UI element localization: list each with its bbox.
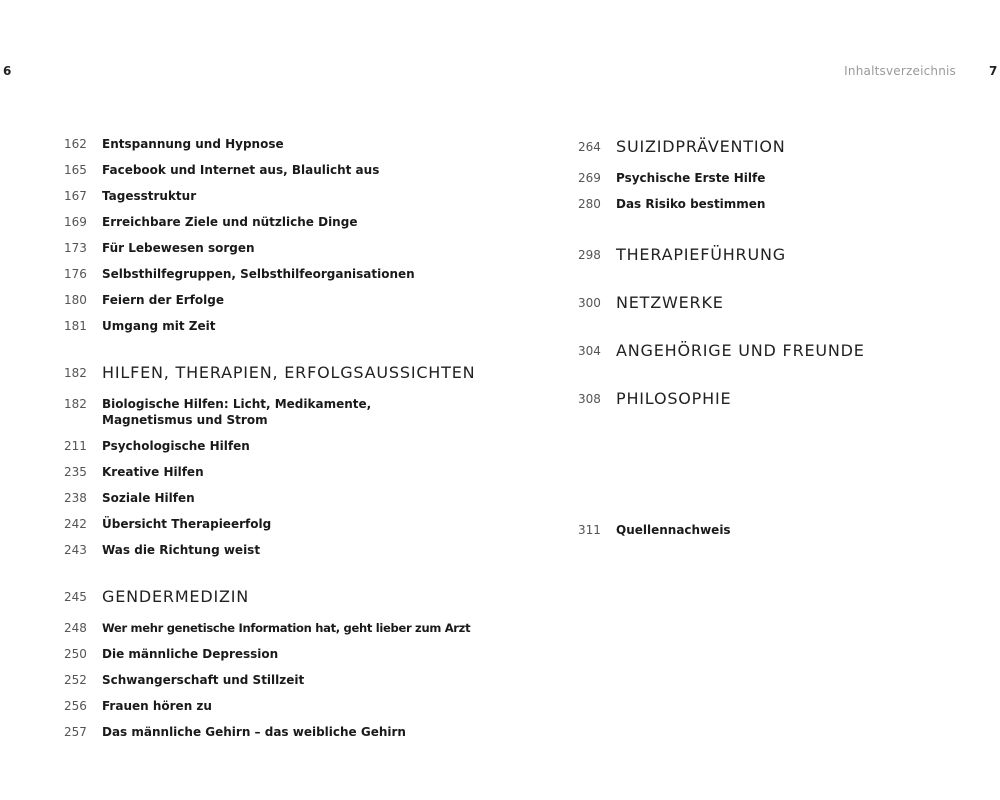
toc-section-title: THERAPIEFÜHRUNG xyxy=(616,245,786,264)
toc-section-title: PHILOSOPHIE xyxy=(616,389,732,408)
toc-entry[interactable] xyxy=(64,620,484,636)
toc-page-number: 269 xyxy=(578,171,601,185)
toc-entry[interactable] xyxy=(64,162,484,178)
toc-right-column xyxy=(578,136,978,548)
toc-page-number: 300 xyxy=(578,296,601,310)
toc-page-number: 242 xyxy=(64,517,87,531)
toc-page-number: 280 xyxy=(578,197,601,211)
toc-entry[interactable] xyxy=(64,266,484,282)
toc-entry-title: Kreative Hilfen xyxy=(102,465,204,479)
left-page-number: 6 xyxy=(3,64,12,78)
toc-entry-title: Tagesstruktur xyxy=(102,189,197,203)
toc-entry-title: Was die Richtung weist xyxy=(102,543,261,557)
toc-page-number: 252 xyxy=(64,673,87,687)
toc-page-number: 304 xyxy=(578,344,601,358)
toc-entry[interactable] xyxy=(64,672,484,688)
toc-left-column xyxy=(64,136,484,750)
toc-section-heading[interactable] xyxy=(578,340,978,362)
toc-page-number: 162 xyxy=(64,137,87,151)
toc-section-heading[interactable] xyxy=(578,388,978,410)
toc-page-number: 257 xyxy=(64,725,87,739)
toc-page-number: 311 xyxy=(578,523,601,537)
toc-entry[interactable] xyxy=(64,542,484,558)
running-head: Inhaltsverzeichnis xyxy=(844,64,956,78)
toc-entry-title: Wer mehr genetische Information hat, geht lieber zum Arzt xyxy=(102,621,471,635)
toc-entry-title: Umgang mit Zeit xyxy=(102,319,216,333)
toc-entry[interactable] xyxy=(64,438,484,454)
toc-page-number: 211 xyxy=(64,439,87,453)
toc-section-heading[interactable] xyxy=(578,244,978,266)
toc-entry-title: Übersicht Therapieerfolg xyxy=(102,517,272,531)
toc-page-number: 245 xyxy=(64,590,87,604)
toc-entry-title: Facebook und Internet aus, Blaulicht aus xyxy=(102,163,380,177)
toc-page-number: 180 xyxy=(64,293,87,307)
toc-entry-title: Psychologische Hilfen xyxy=(102,439,250,453)
toc-entry[interactable] xyxy=(64,318,484,334)
toc-entry-title: Soziale Hilfen xyxy=(102,491,195,505)
toc-entry-title: Entspannung und Hypnose xyxy=(102,137,284,151)
toc-page-number: 181 xyxy=(64,319,87,333)
toc-entry[interactable] xyxy=(64,464,484,480)
toc-section-title: ANGEHÖRIGE UND FREUNDE xyxy=(616,341,865,360)
toc-page-number: 167 xyxy=(64,189,87,203)
toc-entry-title: Selbsthilfegruppen, Selbsthilfeorganisationen xyxy=(102,267,415,281)
toc-entry[interactable] xyxy=(578,196,978,212)
toc-page-number: 182 xyxy=(64,366,87,380)
toc-entry[interactable] xyxy=(64,698,484,714)
toc-page-number: 250 xyxy=(64,647,87,661)
toc-page-number: 264 xyxy=(578,140,601,154)
toc-section-title: SUIZIDPRÄVENTION xyxy=(616,137,786,156)
toc-entry[interactable] xyxy=(578,170,978,186)
toc-entry-title: Schwangerschaft und Stillzeit xyxy=(102,673,305,687)
toc-entry-title: Die männliche Depression xyxy=(102,647,279,661)
toc-section-title: GENDERMEDIZIN xyxy=(102,587,250,606)
toc-section-title: NETZWERKE xyxy=(616,293,724,312)
toc-page-number: 248 xyxy=(64,621,87,635)
toc-section-heading[interactable] xyxy=(578,292,978,314)
toc-entry-title: Für Lebewesen sorgen xyxy=(102,241,255,255)
toc-entry-title: Biologische Hilfen: Licht, Medikamente, Magnetismus und Strom xyxy=(102,397,372,427)
toc-entry-title: Das Risiko bestimmen xyxy=(616,197,766,211)
toc-section-heading[interactable] xyxy=(578,136,978,158)
toc-entry[interactable] xyxy=(64,292,484,308)
toc-entry-title: Frauen hören zu xyxy=(102,699,212,713)
toc-page-number: 165 xyxy=(64,163,87,177)
toc-entry[interactable] xyxy=(64,646,484,662)
toc-entry[interactable] xyxy=(64,136,484,152)
toc-entry[interactable] xyxy=(64,188,484,204)
toc-entry[interactable] xyxy=(578,522,978,538)
toc-page-number: 182 xyxy=(64,397,87,411)
toc-section-title: HILFEN, THERAPIEN, ERFOLGSAUSSICHTEN xyxy=(102,363,476,382)
toc-entry[interactable] xyxy=(64,490,484,506)
toc-page-number: 235 xyxy=(64,465,87,479)
right-page-number: 7 xyxy=(989,64,998,78)
toc-page-number: 256 xyxy=(64,699,87,713)
toc-page-number: 308 xyxy=(578,392,601,406)
toc-page-number: 173 xyxy=(64,241,87,255)
toc-entry[interactable] xyxy=(64,396,484,428)
toc-section-heading[interactable] xyxy=(64,586,484,608)
toc-entry-title: Erreichbare Ziele und nützliche Dinge xyxy=(102,215,358,229)
toc-entry-title: Psychische Erste Hilfe xyxy=(616,171,766,185)
toc-entry-title: Quellennachweis xyxy=(616,523,731,537)
toc-page-number: 169 xyxy=(64,215,87,229)
toc-page-number: 243 xyxy=(64,543,87,557)
toc-entry[interactable] xyxy=(64,214,484,230)
toc-page-number: 238 xyxy=(64,491,87,505)
toc-entry-title: Feiern der Erfolge xyxy=(102,293,224,307)
toc-page-number: 176 xyxy=(64,267,87,281)
toc-section-heading[interactable] xyxy=(64,362,484,384)
toc-entry[interactable] xyxy=(64,516,484,532)
toc-page-number: 298 xyxy=(578,248,601,262)
toc-entry[interactable] xyxy=(64,724,484,740)
toc-entry[interactable] xyxy=(64,240,484,256)
toc-entry-title: Das männliche Gehirn – das weibliche Gehirn xyxy=(102,725,406,739)
